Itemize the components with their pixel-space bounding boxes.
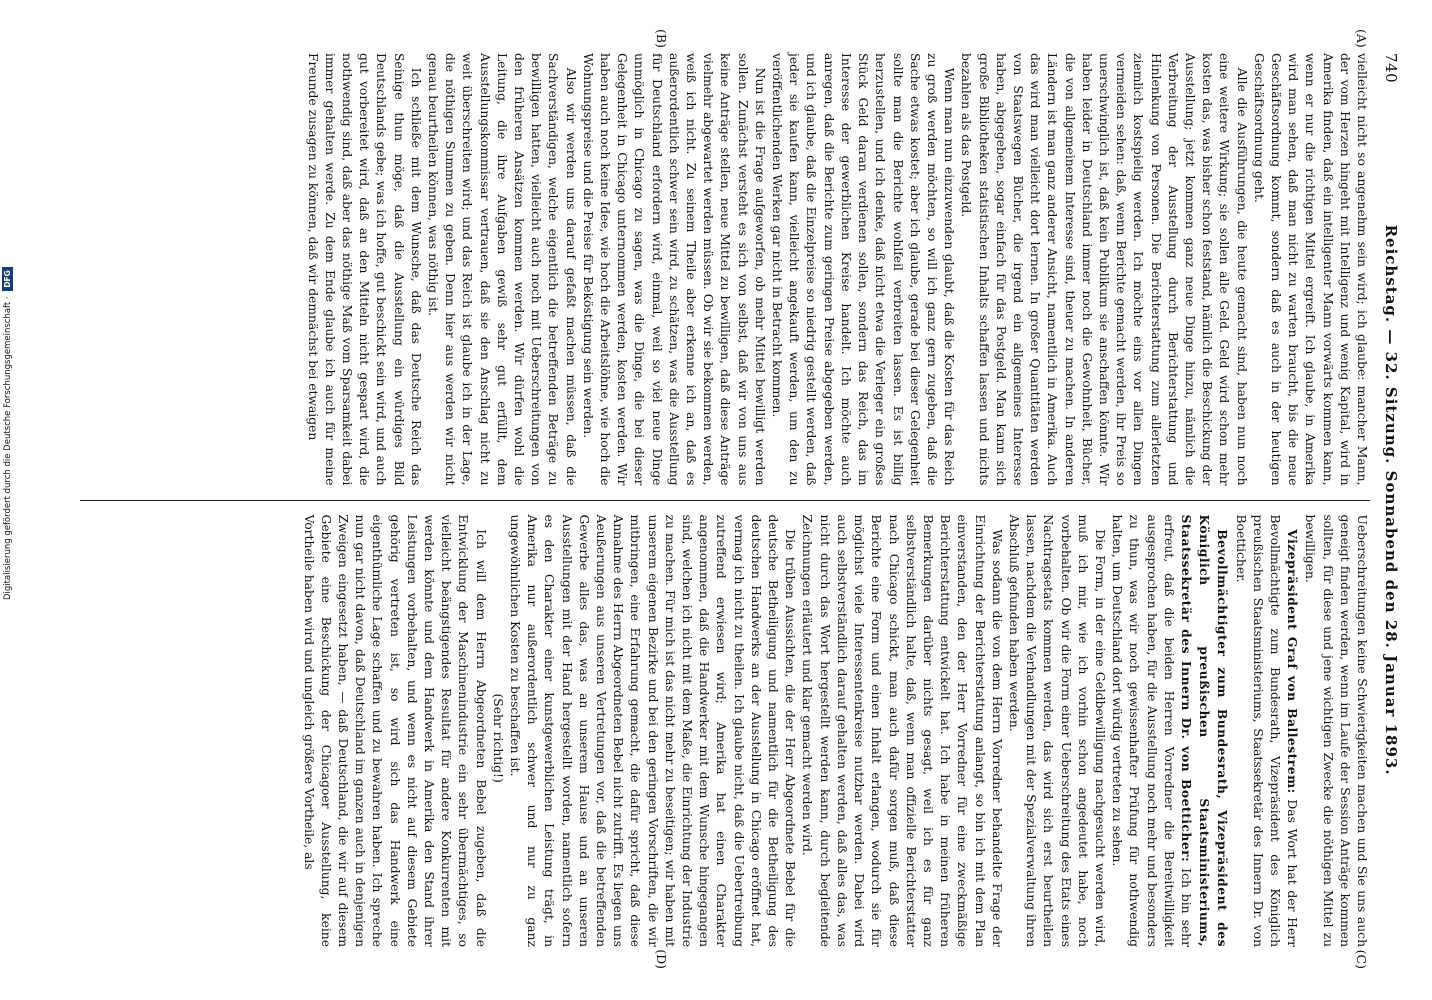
speaker-name: Bevollmächtigter zum Bundesrath, Vizepräsident des Königlich preußischen Staatsministeriums, Staatssekretär des Innern Dr. von Boetticher: xyxy=(1178,514,1231,947)
dfg-logo: DFG xyxy=(2,267,13,291)
paragraph: Ueberschreitungen keine Schwierigkeiten machen und Sie uns auch geneigt finden werden, wenn im Laufe der Session Anträge kommen sollten, für diese und jene wichtigen Zwecke die nöthigen Mittel zu bewilligen. xyxy=(1303,514,1369,947)
margin-mark-c: (C) xyxy=(1354,949,1369,969)
right-column xyxy=(80,501,1370,969)
paragraph: vielleicht nicht so angenehm sein wird; ich glaube: mancher Mann, der vom Herzen hingeht mit Intelligenz und wenig Kapital, wird in Amerika finden, daß ein intelligenter Mann vorwärts kommen kann, wenn er nur die richtigen Mittel ergreift. Ich glaube, in Amerika wird man sehen, daß man nicht zu warten braucht, bis die neue Geschäftsordnung kommt, sondern daß es auch in der heutigen Geschäftsordnung geht. xyxy=(1251,53,1369,486)
text-columns xyxy=(80,29,1370,969)
digitization-credit xyxy=(2,267,13,600)
paragraph: Wenn man nun einzuwenden glaubt, daß die Kosten für das Reich zu groß werden möchten, so will ich ganz gern zugeben, daß die Sache etwas kostet; aber ich glaube, gerade bei dieser Gelegenheit sollte man die Berichte wohlfeil verbreiten lassen. Es ist billig herzustellen, und ich denke, daß nicht etwa die Verleger ein großes Stück Geld daran verdienen sollen, sondern das Reich, das im Interesse der gewerblichen Kreise handelt. Ich möchte auch anregen, daß die Berichte zum geringen Preise abgegeben werden, und ich glaube, daß die Einzelpreise so niedrig gestellt werden, daß jeder sie kaufen kann, vielleicht angekauft werden, um den zu veröffentlichenden Werken gar nicht in Betracht kommen. xyxy=(770,53,957,486)
left-column xyxy=(80,29,1370,500)
paragraph: Nun ist die Frage aufgeworfen, ob mehr Mittel bewilligt werden sollen. Zunächst versteht es sich von selbst, daß wir von uns aus keine Anträge stellen, neue Mittel zu bewilligen, daß diese Anträge vielmehr abgewartet werden müssen. Ob wir sie bekommen werden, weiß ich nicht. Zu seinem Theile aber erkenne ich an, daß es außerordentlich schwer sein wird, zu schätzen, was die Ausstellung für Deutschland erfordern wird, einmal, weil so viel neue Dinge unmöglich in Chicago zu sagen, was die Dinge, die bei dieser Gelegenheit in Chicago unternommen werden, kosten werden. Wir haben auch noch keine Idee, wie hoch die Arbeitslöhne, wie hoch die Wohnungspreise und die Preise für Beköstigung sein werden. xyxy=(580,53,767,486)
margin-mark-d: (D) xyxy=(654,949,669,969)
paragraph: Alle die Ausführungen, die heute gemacht sind, haben nun noch eine weitere Wirkung; sie sollen alle Geld. Geld wird schon mehr kosten das, was bisher schon feststand, nämlich die Beschickung der Ausstellung; jetzt kommen ganz neue Dinge hinzu, nämlich die Verbreitung der Ausstellung durch Berichterstattung und Hinlenkung von Personen. Die Berichterstattung zum allerletzten ziemlich kostspielig werden. Ich möchte eins vor allen Dingen vermeiden sehen: daß, wenn Berichte gemacht werden, ihr Preis so unerschwinglich ist, daß kein Publikum sie anschaffen könnte. Wir haben leider in Deutschland immer noch die Gewohnheit, Bücher, die von allgemeinem Interesse sind, theuer zu machen. In anderen Ländern ist man ganz anderer Ansicht, namentlich in Amerika. Auch das wird man vielleicht dort lernen. In großer Quantitäten werden von Staatswegen Bücher, die irgend ein allgemeines Interesse haben, abgegeben, sogar einfach für das Postgeld. Man kann sich große Bibliotheken statistischen Inhalts schaffen lassen und nichts bezahlen als das Postgeld. xyxy=(959,53,1249,486)
margin-mark-a: (A) xyxy=(1354,29,1369,48)
paragraph: Was sodann die von dem Herrn Vorredner behandelte Frage der Einrichtung der Berichterstattung anlangt, so bin ich mit dem Plan einverstanden, den der Herr Vorredner für eine zweckmäßige Berichterstattung entwickelt hat. Ich habe in meinen früheren Bemerkungen darüber nichts gesagt, weil ich es für ganz selbstverständlich halte, daß, wenn man offizielle Berichterstatter nach Chicago schickt, man auch dafür sorgen muß, daß diese Berichte eine Form und einen Inhalt erlangen, wodurch sie für möglichst viele Interessentenkreise nutzbar werden. Dabei wird auch selbstverständlich darauf gehalten werden, daß alles das, was nicht durch das Wort hergestellt werden kann, durch begleitende Zeichnungen erläutert und klar gemacht werden wird. xyxy=(800,514,1004,947)
paragraph: Die trüben Aussichten, die der Herr Abgeordnete Bebel für die deutsche Betheiligung und namentlich für die Betheiligung des deutschen Handwerks an der Ausstellung in Chicago eröffnet hat, vermag ich nicht zu theilen. Ich glaube nicht, daß die Uebertreibung zutreffend erwiesen wird; Amerika hat einen Charakter angenommen, daß die Handwerker mit dem Wunsche hingegangen sind, welchen ich nicht mit dem Maße, die Einrichtung der Industrie zu machen. Für mich ist das nicht mehr zu beseitigen; wir haben mit unserem eigenen Bezirke und bei den geringen Vorschriften, die wir mitbringen, eine Erfahrung gemacht, die dafür spricht, daß diese Annahme des Herrn Abgeordneten Bebel nicht zutrifft. Es liegen uns Aeußerungen aus unseren Vertretungen vor, daß die betreffenden Gewerbe alles das, was an unserem Hause und an unseren Ausstellungen mit der Hand hergestellt worden, namentlich sofern es den Charakter einer kunstgewerblichen Leistung trägt, in Amerika nur außerordentlich schwer und nur zu ganz ungewöhnlichen Kosten zu beschaffen ist. xyxy=(508,514,798,947)
speech-text: Das Wort hat der Herr Bevollmächtigte zum Bundesrath, Vizepräsident des Königlich preußischen Staatsministeriums, Staatssekretär des Innern Dr. von Boetticher. xyxy=(1233,514,1300,947)
paragraph: Die Form, in der eine Geldbewilligung nachgesucht werden wird, muß ich mir, wie ich vorhin schon angedeutet habe, noch vorbehalten. Ob wir die Form einer Ueberschreitung des Etats eines Nachtragsetats kommen werden, das wird sich erst beurtheilen lassen, nachdem die Verhandlungen mit der Spezialverwaltung ihren Abschluß gefunden haben werden. xyxy=(1006,514,1107,947)
paragraph: Ich will dem Herrn Abgeordneten Bebel zugeben, daß die Entwicklung der Maschinenindustrie ein sehr übermächtiges, so vielleicht beängstigendes Resultat für andere Konkurrenten mit werden könnte und dem Handwerk in Amerika den Stand ihrer Leistungen vorbehalten, und wenn es nicht auf diesem Gebiete gehörig vertreten ist, so wird sich das Handwerk eine eigenthümliche Lage schaffen und zu bewahren haben. Ich spreche nun gar nicht davon, daß Deutschland im ganzen auch in denjenigen Zweigen eingesetzt haben, — daß Deutschland, die wir auf diesem Gebiete eine Beschickung der Chicagoer Ausstellung, keine Vortheile haben wird und ungleich größere Vortheile, als xyxy=(301,514,488,947)
paragraph: Also wir werden uns darauf gefaßt machen müssen, daß die Sachverständigen, welche eigentlich die betreffenden Beträge zu bewilligen hatten, vielleicht auch noch mit Ueberschreitungen von den früheren Ansätzen kommen werden. Wir dürfen wohl die Leitung, die ihre Aufgaben gewiß sehr gut erfüllt, dem Ausstellungskommissar vertrauen, daß sie den Anschlag nicht zu weit überschreiten wird; und das Reich ist glaube ich in der Lage, die nöthigen Summen zu geben. Denn hier aus werden wir nicht genau beurtheilen können, was nöthig ist. xyxy=(426,53,578,486)
speaker-name: Vizepräsident Graf von Ballestrem: xyxy=(1285,529,1301,794)
document-page xyxy=(16,25,1416,975)
page-number: 740 xyxy=(1382,53,1400,84)
interjection: (Sehr richtig!) xyxy=(490,693,505,783)
page-title: Reichstag. — 32. Sitzung. Sonnabend den 28. Januar 1893. xyxy=(1382,224,1400,776)
paragraph xyxy=(1108,515,1231,948)
credit-text: Digitalisierung gefördert durch die Deutsche Forschungsgemeinschaft · xyxy=(3,296,13,600)
paragraph xyxy=(1231,515,1301,948)
page-header xyxy=(1378,53,1400,947)
margin-mark-b: (B) xyxy=(654,29,669,48)
speech-text: Ich bin sehr erfreut, daß die beiden Herren Vorredner die Bereitwilligkeit ausgesprochen haben, für die Ausstellung noch mehr und besonders zu thun, was wir noch gewissenhafter Prüfung für nothwendig halten, um Deutschland dort würdig vertreten zu sehen. xyxy=(1110,514,1193,947)
paragraph: Ich schließe mit dem Wunsche, daß das Deutsche Reich das Seinige thun möge, daß die Ausstellung ein würdiges Bild Deutschlands gebe; was ich hoffe, gut beschickt sein wird, und auch gut vorbereitet wird, daß an den Mitteln nicht gespart wird, die nothwendig sind, daß aber das nöthige Maß vom Sparsamkeit dabei immer gehalten werde. Zu dem Ende glaube ich auch für meine Freunde zusagen zu können, daß wir demnächst bei etwaigen xyxy=(305,53,423,486)
